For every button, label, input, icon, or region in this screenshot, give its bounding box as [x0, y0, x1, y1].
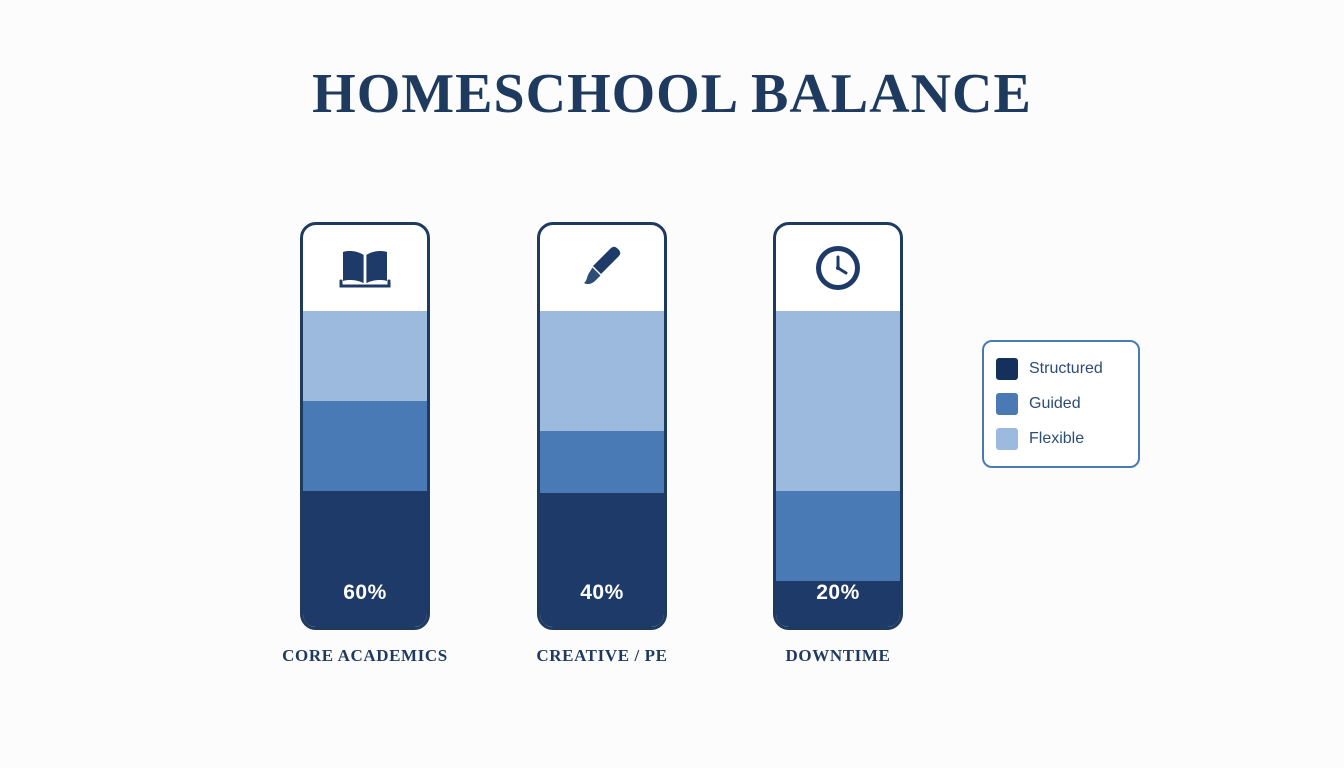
segment-structured [540, 493, 664, 630]
legend-label-guided: Guided [1029, 395, 1081, 412]
legend [982, 340, 1140, 468]
stacked-bar-chart [282, 222, 960, 692]
bar-downtime[interactable] [773, 222, 903, 630]
bar-core-academics[interactable] [300, 222, 430, 630]
bar-column-creative-pe[interactable] [536, 222, 668, 665]
legend-swatch-flexible [996, 428, 1018, 450]
value-label-core-academics: 60% [343, 581, 387, 604]
segment-flexible [303, 311, 427, 401]
legend-item-structured[interactable] [996, 356, 1126, 382]
segment-structured [303, 491, 427, 630]
category-label-core-academics: CORE ACADEMICS [282, 646, 448, 665]
segment-guided [303, 401, 427, 491]
legend-item-flexible[interactable] [996, 426, 1126, 452]
segment-flexible [776, 311, 900, 491]
legend-label-structured: Structured [1029, 360, 1103, 377]
page-title: HOMESCHOOL BALANCE [312, 63, 1032, 125]
segment-flexible [540, 311, 664, 431]
legend-swatch-structured [996, 358, 1018, 380]
paintbrush-icon [540, 225, 664, 311]
bar-creative-pe[interactable] [537, 222, 667, 630]
bar-column-core-academics[interactable] [282, 222, 448, 665]
value-label-creative-pe: 40% [580, 581, 624, 604]
clock-icon [776, 225, 900, 311]
book-icon [303, 225, 427, 311]
legend-swatch-guided [996, 393, 1018, 415]
bar-column-downtime[interactable] [773, 222, 903, 665]
legend-label-flexible: Flexible [1029, 430, 1085, 447]
category-label-downtime: DOWNTIME [785, 646, 891, 665]
legend-item-guided[interactable] [996, 391, 1126, 417]
value-label-downtime: 20% [816, 581, 860, 604]
segment-guided [540, 431, 664, 493]
segment-guided [776, 491, 900, 581]
category-label-creative-pe: CREATIVE / PE [536, 646, 668, 665]
